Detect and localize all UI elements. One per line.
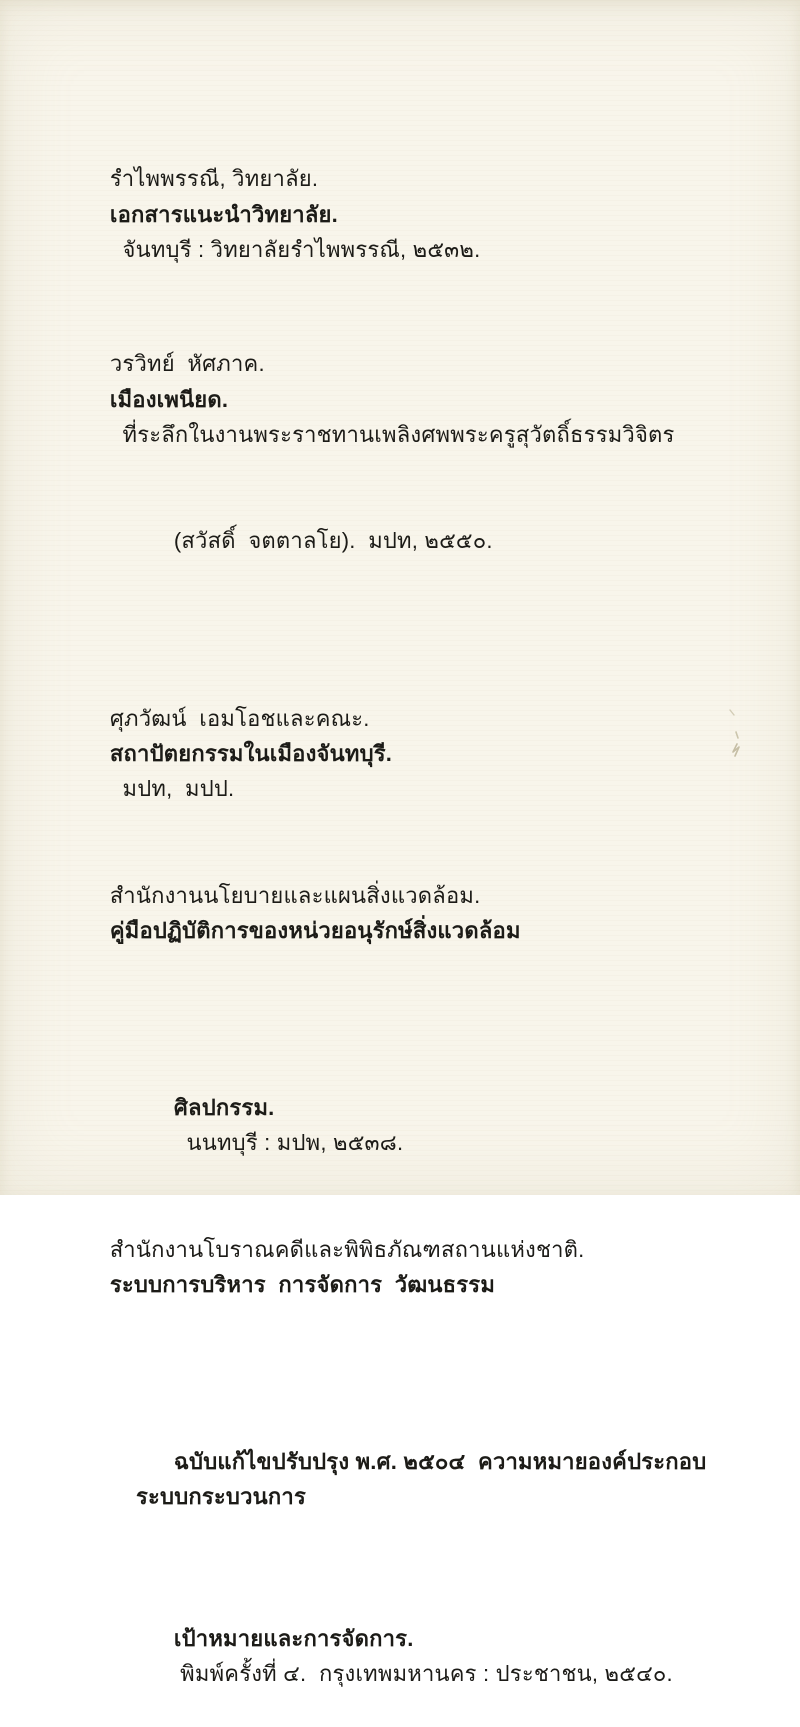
bibliography-list [72, 126, 766, 1727]
bib-text-regular: สำนักงานนโยบายและแผนสิ่งแวดล้อม. [109, 882, 494, 908]
bib-text-regular: สำนักงานโบราณคดีและพิพิธภัณฑสถานแห่งชาติ. [109, 1236, 598, 1262]
bib-title-bold: ศิลปกรรม. [173, 1094, 275, 1120]
bib-text-regular: วรวิทย์ หัศภาค. [109, 351, 272, 377]
bib-text-regular: รำไพพรรณี, วิทยาลัย. [109, 166, 331, 192]
bib-title-bold: เป้าหมายและการจัดการ. [173, 1626, 414, 1652]
bib-title-bold: คู่มือปฏิบัติการของหน่วยอนุรักษ์สิ่งแวดล้อม [109, 917, 521, 943]
bibliography-line-2 [72, 311, 766, 488]
bibliography-line-9 [72, 1586, 766, 1727]
bib-text-regular: (สวัสดิ์ จตตาลโย). มปท, ๒๕๕๐. [173, 528, 493, 554]
bibliography-line-6 [72, 1019, 766, 1196]
bibliography-line-1 [72, 126, 766, 303]
bibliography-line-5 [72, 842, 766, 1019]
bib-text-regular: พิมพ์ครั้งที่ ๔. กรุงเทพมหานคร : ประชาชน, ๒๕๔๐. [173, 1661, 673, 1687]
bibliography-line-8 [72, 1373, 766, 1585]
bib-title-bold: เมืองเพนียด. [109, 386, 229, 412]
bib-title-bold: ระบบการบริหาร การจัดการ วัฒนธรรม [109, 1272, 496, 1297]
bibliography-line-3 [72, 488, 766, 665]
bib-title-bold: เอกสารแนะนำวิทยาลัย. [109, 201, 338, 227]
bib-title-bold: สถาปัตยกรรมในเมืองจันทบุรี. [109, 740, 393, 766]
bib-text-regular: มปท, มปป. [109, 776, 235, 802]
bib-text-regular: ศุภวัฒน์ เอมโอชและคณะ. [109, 705, 383, 731]
bib-text-regular: ที่ระลึกในงานพระราชทานเพลิงศพพระครูสุวัตถิ์ธรรมวิจิตร [109, 422, 675, 448]
bib-title-bold: ฉบับแก้ไขปรับปรุง พ.ศ. ๒๕๐๔ ความหมายองค์ประกอบ ระบบกระบวนการ [136, 1449, 720, 1510]
bibliography-line-4 [72, 665, 766, 842]
bib-text-regular: จันทบุรี : วิทยาลัยรำไพพรรณี, ๒๕๓๒. [109, 237, 481, 263]
bibliography-line-7 [72, 1196, 766, 1373]
bib-text-regular: นนทบุรี : มปพ, ๒๕๓๘. [173, 1130, 404, 1156]
